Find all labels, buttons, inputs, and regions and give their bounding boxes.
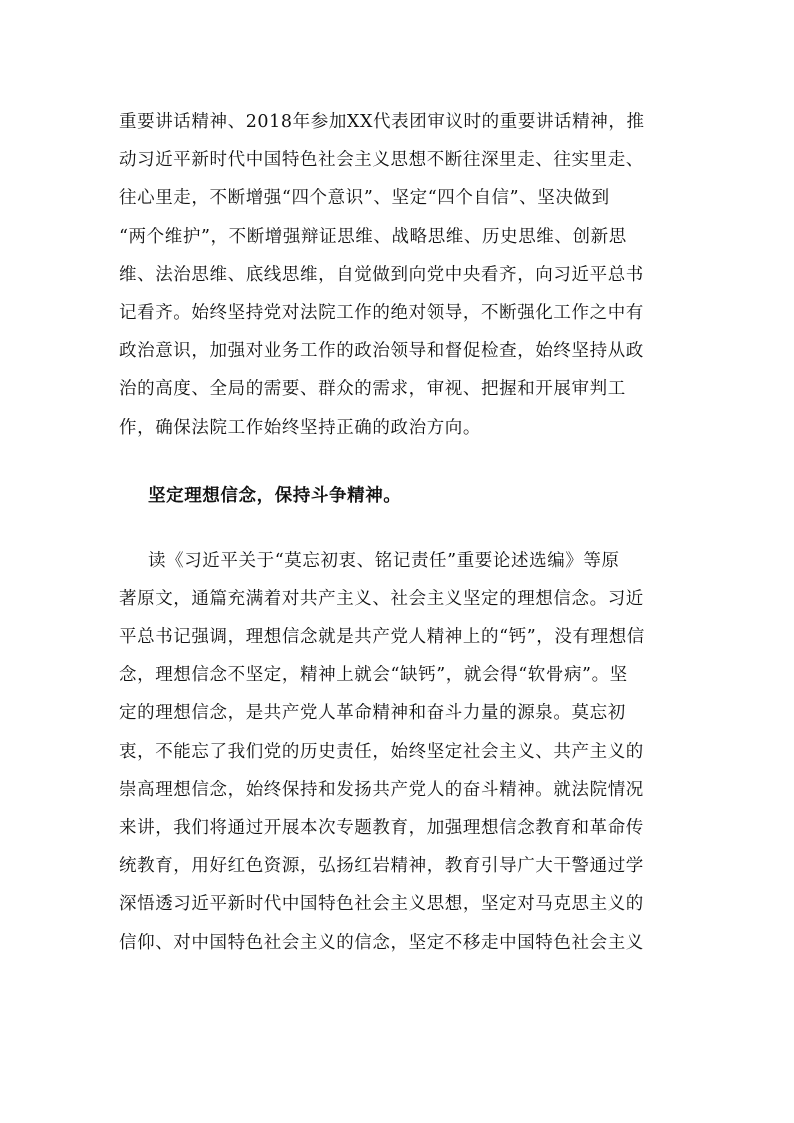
paragraph-political-leadership xyxy=(119,103,675,447)
paragraph-line: 记看齐。始终坚持党对法院工作的绝对领导，不断强化工作之中有 xyxy=(119,302,644,323)
paragraph-line: 平总书记强调，理想信念就是共产党人精神上的“钙”，没有理想信 xyxy=(119,627,645,648)
paragraph-line: 衷，不能忘了我们党的历史责任，始终坚定社会主义、共产主义的 xyxy=(119,741,644,762)
paragraph-ideals-beliefs xyxy=(119,542,675,962)
paragraph-line: 维、法治思维、底线思维，自觉做到向党中央看齐，向习近平总书 xyxy=(119,264,644,285)
paragraph-line: 作，确保法院工作始终坚持正确的政治方向。 xyxy=(119,417,481,438)
paragraph-line: 念，理想信念不坚定，精神上就会“缺钙”，就会得“软骨病”。坚 xyxy=(119,665,628,686)
paragraph-line: 崇高理想信念，始终保持和发扬共产党人的奋斗精神。就法院情况 xyxy=(119,779,644,800)
paragraph-line: 来讲，我们将通过开展本次专题教育，加强理想信念教育和革命传 xyxy=(119,818,644,838)
section-heading: 坚定理想信念，保持斗争精神。 xyxy=(148,485,402,506)
document-body xyxy=(119,103,675,962)
paragraph-line: “两个维护”，不断增强辩证思维、战略思维、历史思维、创新思 xyxy=(119,226,627,247)
paragraph-line: 信仰、对中国特色社会主义的信念，坚定不移走中国特色社会主义 xyxy=(119,932,644,953)
paragraph-line: 定的理想信念，是共产党人革命精神和奋斗力量的源泉。莫忘初 xyxy=(119,703,626,724)
paragraph-line: 重要讲话精神、2018年参加XX代表团审议时的重要讲话精神，推 xyxy=(119,112,645,132)
paragraph-line: 读《习近平关于“莫忘初衷、铭记责任”重要论述选编》等原 xyxy=(148,550,620,571)
paragraph-line: 治的高度、全局的需要、群众的需求，审视、把握和开展审判工 xyxy=(119,379,626,400)
paragraph-line: 往心里走，不断增强“四个意识”、坚定“四个自信”、坚决做到 xyxy=(119,188,610,209)
paragraph-line: 动习近平新时代中国特色社会主义思想不断往深里走、往实里走、 xyxy=(119,150,644,171)
paragraph-line: 政治意识，加强对业务工作的政治领导和督促检查，始终坚持从政 xyxy=(119,341,644,362)
paragraph-line: 深悟透习近平新时代中国特色社会主义思想，坚定对马克思主义的 xyxy=(119,894,644,915)
paragraph-line: 著原文，通篇充满着对共产主义、社会主义坚定的理想信念。习近 xyxy=(119,588,644,609)
paragraph-line: 统教育，用好红色资源，弘扬红岩精神，教育引导广大干警通过学 xyxy=(119,856,644,877)
